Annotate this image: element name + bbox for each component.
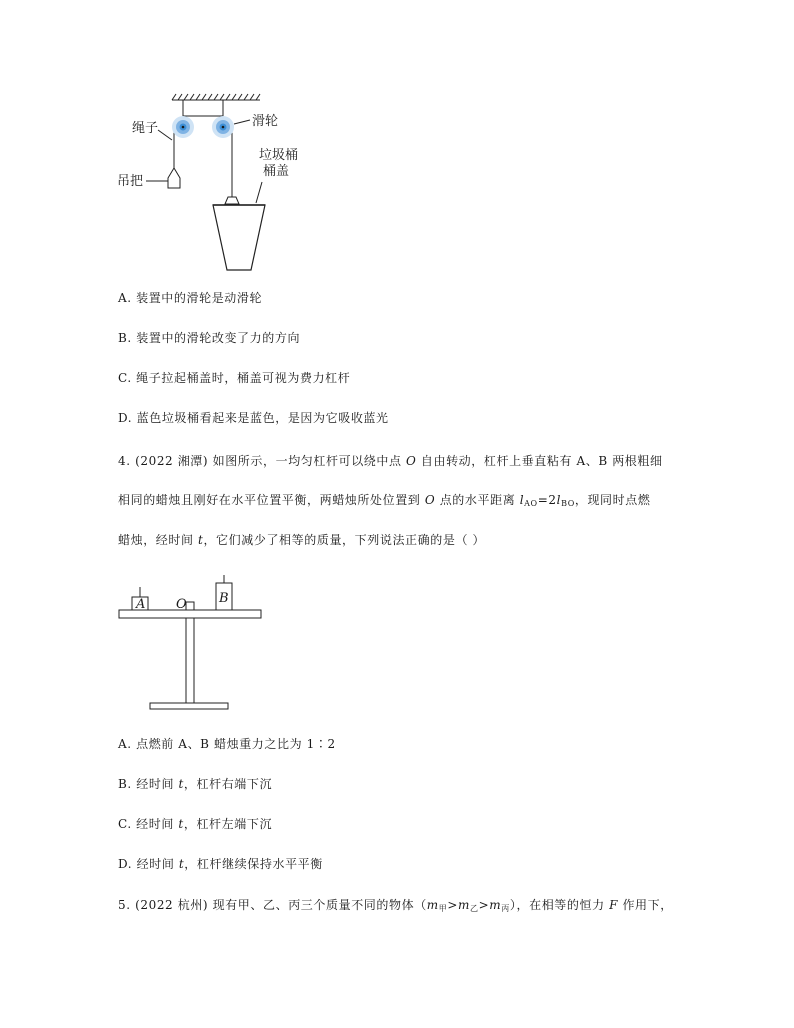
- q3-option-d: D. 蓝色垃圾桶看起来是蓝色，是因为它吸收蓝光: [118, 411, 389, 425]
- trash-can: [213, 205, 265, 270]
- left-pulley: [172, 116, 194, 138]
- q4-stem-line3: 蜡烛，经时间 t，它们减少了相等的质量，下列说法正确的是（ ）: [118, 533, 486, 547]
- lever-candle-figure: [110, 575, 270, 715]
- lid-knob: [225, 197, 239, 204]
- q4-option-a: A. 点燃前 A、B 蜡烛重力之比为 1∶2: [118, 737, 336, 751]
- support-base: [150, 703, 228, 709]
- q5-stem-line1: 5. (2022 杭州) 现有甲、乙、丙三个质量不同的物体$(m_甲>m_乙>m_丙)$，在相等的恒力 F 作用下，: [118, 898, 673, 913]
- q3-option-c: C. 绳子拉起桶盖时，桶盖可视为费力杠杆: [118, 371, 351, 385]
- ceiling: [172, 94, 260, 100]
- handle-shape: [168, 168, 180, 188]
- q4-stem-line2: 相同的蜡烛且刚好在水平位置平衡，两蜡烛所处位置到 O 点的水平距离 $l_{AO}=2l_{BO}$，现同时点燃: [118, 493, 651, 508]
- q3-option-b: B. 装置中的滑轮改变了力的方向: [118, 331, 301, 345]
- pivot-block: [186, 602, 194, 610]
- q4-option-b: B. 经时间 t，杠杆右端下沉: [118, 777, 273, 791]
- fig-label-a: A: [136, 597, 146, 612]
- right-pulley: [212, 116, 234, 138]
- label-rope: 绳子: [132, 121, 159, 136]
- support-post: [186, 618, 194, 703]
- q4-option-c: C. 经时间 t，杠杆左端下沉: [118, 817, 273, 831]
- label-handle: 吊把: [117, 174, 144, 189]
- fig-label-b: B: [219, 591, 229, 606]
- label-lid: 桶盖: [263, 164, 290, 179]
- q4-option-d: D. 经时间 t，杠杆继续保持水平平衡: [118, 857, 323, 871]
- q4-stem-line1: 4. (2022 湘潭) 如图所示，一均匀杠杆可以绕中点 O 自由转动，杠杆上垂直粘有 A、B 两根粗细: [118, 454, 663, 468]
- fig-label-o: O: [176, 597, 187, 612]
- label-pulley: 滑轮: [252, 114, 279, 129]
- q3-option-a: A. 装置中的滑轮是动滑轮: [118, 291, 263, 305]
- label-trash-can: 垃圾桶: [259, 148, 299, 163]
